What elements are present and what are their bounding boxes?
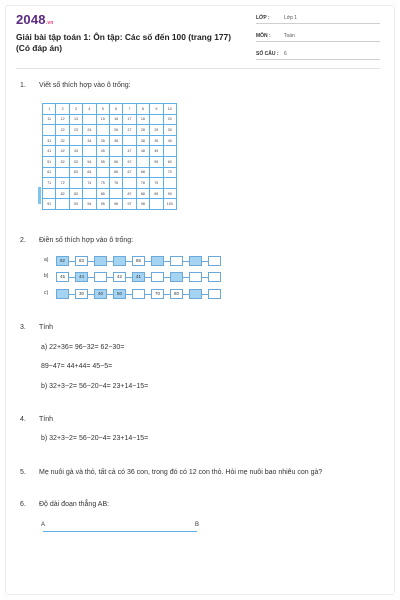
grid-cell[interactable] — [69, 135, 82, 146]
grid-cell: 55 — [96, 156, 109, 167]
grid-cell: 23 — [69, 125, 82, 136]
grid-cell: 36 — [109, 135, 122, 146]
grid-cell: 42 — [56, 146, 69, 157]
grid-cell: 2 — [56, 104, 69, 115]
grid-cell[interactable] — [56, 167, 69, 178]
grid-row — [43, 125, 177, 136]
chain-box[interactable] — [113, 256, 126, 266]
grid-cell[interactable] — [96, 125, 109, 136]
site-logo[interactable]: 2048.vn — [16, 12, 54, 27]
grid-cell: 6 — [109, 104, 122, 115]
grid-cell: 40 — [163, 135, 176, 146]
number-grid — [42, 103, 177, 210]
grid-cell: 95 — [96, 199, 109, 210]
segment-point-a: A — [41, 522, 46, 528]
grid-row — [43, 114, 177, 125]
grid-cell: 70 — [163, 167, 176, 178]
grid-cell: 10 — [163, 104, 176, 115]
question-6: 6. Độ dài đoạn thẳng AB: — [20, 501, 110, 508]
grid-cell: 79 — [150, 178, 163, 189]
chain-box[interactable] — [132, 289, 145, 299]
grid-cell: 22 — [56, 125, 69, 136]
grid-cell: 94 — [83, 199, 96, 210]
grid-cell: 31 — [43, 135, 56, 146]
grid-cell: 24 — [83, 125, 96, 136]
chain-box[interactable] — [189, 289, 202, 299]
grid-cell: 5 — [96, 104, 109, 115]
grid-cell: 60 — [163, 156, 176, 167]
grid-cell: 18 — [136, 114, 149, 125]
grid-cell: 15 — [96, 114, 109, 125]
question-2: 2. Điền số thích hợp vào ô trống: — [20, 237, 134, 244]
grid-cell: 53 — [69, 156, 82, 167]
segment-ab-line — [43, 531, 197, 532]
grid-cell: 8 — [136, 104, 149, 115]
grid-cell: 27 — [123, 125, 136, 136]
q3-line-2: 89−47= 44+44= 45−5= — [41, 363, 113, 370]
grid-cell: 56 — [109, 156, 122, 167]
grid-cell: 1 — [43, 104, 56, 115]
chain-box: 50 — [113, 289, 126, 299]
chain-box: 86 — [132, 256, 145, 266]
grid-cell: 52 — [56, 156, 69, 167]
grid-cell: 32 — [56, 135, 69, 146]
chain-box: 70 — [151, 289, 164, 299]
grid-cell[interactable] — [43, 125, 56, 136]
chain-box[interactable] — [208, 256, 221, 266]
grid-cell[interactable] — [123, 178, 136, 189]
grid-cell: 35 — [96, 135, 109, 146]
grid-cell[interactable] — [163, 146, 176, 157]
grid-cell: 49 — [150, 146, 163, 157]
chain-box[interactable] — [170, 272, 183, 282]
grid-cell: 72 — [56, 178, 69, 189]
chain-box[interactable] — [189, 256, 202, 266]
chain-box: 30 — [75, 289, 88, 299]
chain-box: 83 — [75, 256, 88, 266]
grid-cell: 64 — [83, 167, 96, 178]
grid-cell: 78 — [136, 178, 149, 189]
grid-cell: 43 — [69, 146, 82, 157]
question-3: 3. Tính — [20, 324, 54, 331]
grid-cell: 38 — [136, 135, 149, 146]
grid-cell: 88 — [136, 188, 149, 199]
grid-cell: 76 — [109, 178, 122, 189]
segment-point-b: B — [195, 522, 200, 528]
grid-cell: 20 — [163, 114, 176, 125]
grid-row — [43, 146, 177, 157]
grid-row — [43, 188, 177, 199]
grid-cell: 45 — [96, 146, 109, 157]
grid-cell: 29 — [150, 125, 163, 136]
q3-line-3: b) 32+3−2= 56−20−4= 23+14−15= — [41, 383, 149, 390]
grid-cell: 59 — [150, 156, 163, 167]
grid-cell: 82 — [56, 188, 69, 199]
grid-cell[interactable] — [56, 199, 69, 210]
chain-box: 44 — [75, 272, 88, 282]
grid-row — [43, 167, 177, 178]
grid-cell[interactable] — [150, 199, 163, 210]
chain-box[interactable] — [151, 272, 164, 282]
meta-subject-row: MÔN : Toán — [256, 30, 380, 42]
grid-row — [43, 104, 177, 115]
grid-cell: 98 — [136, 199, 149, 210]
grid-cell: 7 — [123, 104, 136, 115]
grid-cell[interactable] — [69, 178, 82, 189]
grid-cell[interactable] — [109, 188, 122, 199]
chain-box: 80 — [170, 289, 183, 299]
grid-cell: 71 — [43, 178, 56, 189]
grid-cell: 57 — [123, 156, 136, 167]
grid-cell: 4 — [83, 104, 96, 115]
chain-box[interactable] — [56, 289, 69, 299]
grid-cell: 51 — [43, 156, 56, 167]
grid-cell: 61 — [43, 167, 56, 178]
meta-count-row: SỐ CÂU : 6 — [256, 48, 380, 60]
chain-box: 40 — [94, 289, 107, 299]
grid-cell: 30 — [163, 125, 176, 136]
chain-box[interactable] — [208, 289, 221, 299]
chain-box: 41 — [132, 272, 145, 282]
chain-box[interactable] — [94, 256, 107, 266]
grid-cell: 97 — [123, 199, 136, 210]
grid-cell: 93 — [69, 199, 82, 210]
grid-cell[interactable] — [163, 178, 176, 189]
header-divider — [16, 68, 380, 69]
chain-box: 45 — [56, 272, 69, 282]
grid-cell: 75 — [96, 178, 109, 189]
chain-box[interactable] — [151, 256, 164, 266]
grid-cell: 34 — [83, 135, 96, 146]
grid-cell[interactable] — [43, 188, 56, 199]
grid-row — [43, 135, 177, 146]
grid-cell: 90 — [163, 188, 176, 199]
grid-cell: 16 — [109, 114, 122, 125]
chain-label: c) — [44, 290, 49, 296]
chain-box[interactable] — [170, 256, 183, 266]
chain-label: b) — [44, 273, 49, 279]
chain-box[interactable] — [189, 272, 202, 282]
grid-cell: 83 — [69, 188, 82, 199]
grid-cell: 28 — [136, 125, 149, 136]
chain-box: 42 — [113, 272, 126, 282]
meta-panel — [256, 12, 380, 66]
grid-row — [43, 199, 177, 210]
grid-row — [43, 156, 177, 167]
grid-cell: 39 — [150, 135, 163, 146]
grid-side-marker — [38, 187, 41, 204]
grid-row — [43, 178, 177, 189]
grid-cell[interactable] — [83, 114, 96, 125]
grid-cell[interactable] — [83, 146, 96, 157]
question-1: 1. Viết số thích hợp vào ô trống: — [20, 82, 131, 89]
grid-cell: 47 — [123, 146, 136, 157]
grid-cell: 63 — [69, 167, 82, 178]
grid-cell: 48 — [136, 146, 149, 157]
chain-box[interactable] — [94, 272, 107, 282]
grid-cell[interactable] — [136, 156, 149, 167]
grid-cell: 68 — [136, 167, 149, 178]
grid-cell: 96 — [109, 199, 122, 210]
grid-cell[interactable] — [150, 114, 163, 125]
grid-cell: 54 — [83, 156, 96, 167]
grid-cell: 26 — [109, 125, 122, 136]
question-5: 5. Mẹ nuôi gà và thỏ, tất cả có 36 con, trong đó có 12 con thỏ. Hỏi mẹ nuôi bao nhiêu con gà? — [20, 469, 323, 476]
q3-line-1: a) 22+36= 96−32= 62−30= — [41, 344, 125, 351]
grid-cell: 41 — [43, 146, 56, 157]
page-title: Giải bài tập toán 1: Ôn tập: Các số đến 100 (trang 177) (Có đáp án) — [16, 32, 232, 53]
grid-cell: 66 — [109, 167, 122, 178]
grid-cell: 13 — [69, 114, 82, 125]
grid-cell[interactable] — [83, 188, 96, 199]
q4-line-1: b) 32+3−2= 56−20−4= 23+14−15= — [41, 435, 149, 442]
question-4: 4. Tính — [20, 416, 54, 423]
grid-cell: 67 — [123, 167, 136, 178]
grid-cell: 91 — [43, 199, 56, 210]
grid-cell[interactable] — [150, 167, 163, 178]
grid-cell: 89 — [150, 188, 163, 199]
grid-cell: 11 — [43, 114, 56, 125]
grid-cell[interactable] — [96, 167, 109, 178]
grid-cell: 74 — [83, 178, 96, 189]
chain-box: 82 — [56, 256, 69, 266]
grid-cell: 85 — [96, 188, 109, 199]
grid-cell[interactable] — [109, 146, 122, 157]
meta-class-row: LỚP : Lớp 1 — [256, 12, 380, 24]
grid-cell: 12 — [56, 114, 69, 125]
grid-cell: 9 — [150, 104, 163, 115]
grid-cell: 87 — [123, 188, 136, 199]
chain-label: a) — [44, 257, 49, 263]
grid-cell[interactable] — [123, 135, 136, 146]
chain-box[interactable] — [208, 272, 221, 282]
grid-cell: 3 — [69, 104, 82, 115]
grid-cell: 17 — [123, 114, 136, 125]
grid-cell: 100 — [163, 199, 176, 210]
